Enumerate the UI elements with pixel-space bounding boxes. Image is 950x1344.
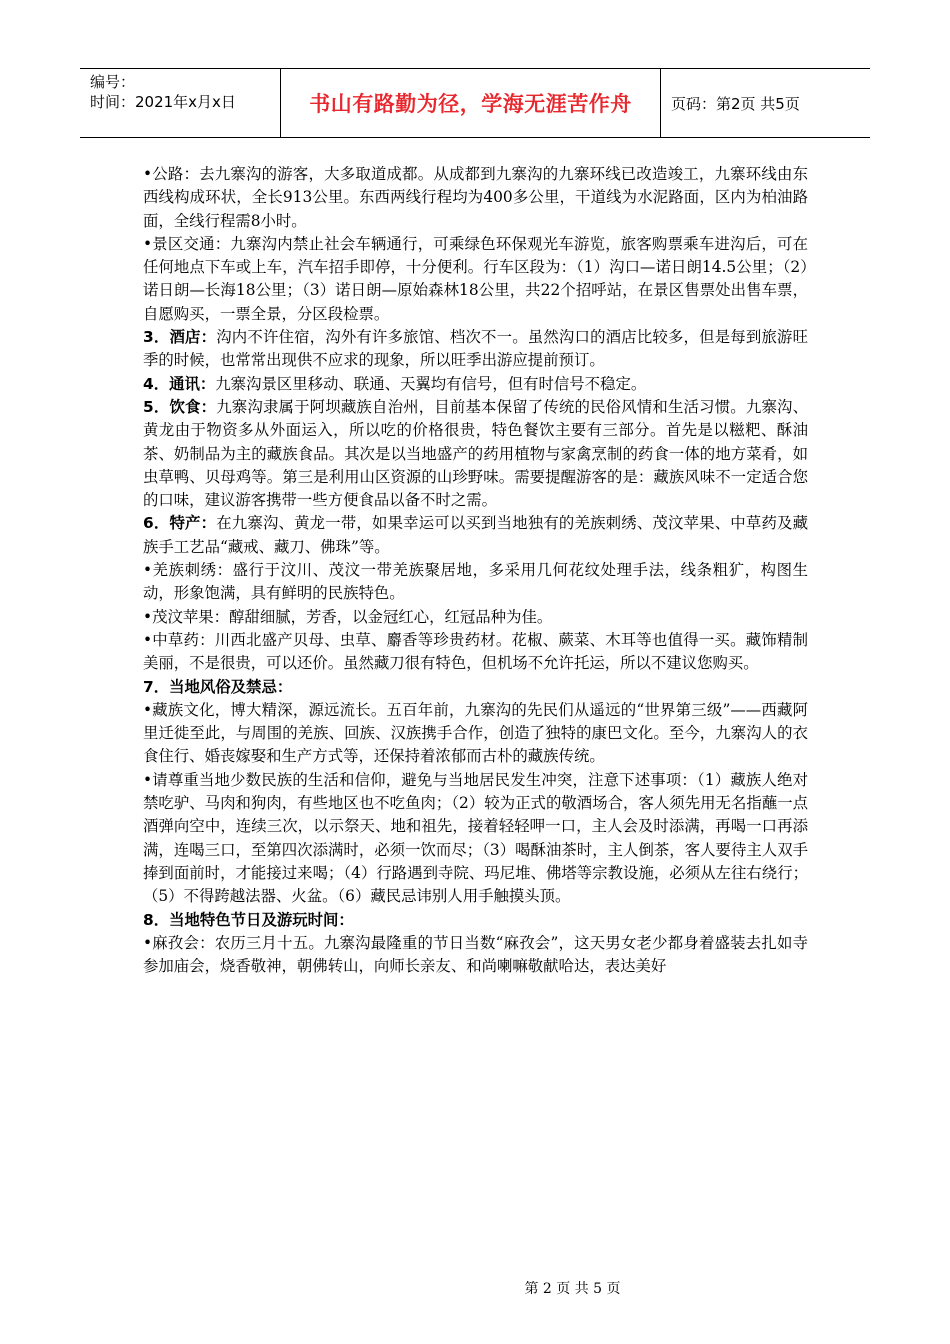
paragraph bbox=[143, 676, 808, 699]
header-motto-cell bbox=[281, 69, 661, 137]
section-heading: 5．饮食： bbox=[143, 397, 217, 416]
header-motto: 书山有路勤为径，学海无涯苦作舟 bbox=[309, 92, 632, 116]
paragraph: •藏族文化，博大精深，源远流长。五百年前，九寨沟的先民们从遥远的“世界第三级”——西藏阿里迁徙至此，与周围的羌族、回族、汉族携手合作，创造了独特的康巴文化。至今，九寨沟人的衣食住行、婚丧嫁娶和生产方式等，还保持着浓郁而古朴的藏族传统。 bbox=[143, 700, 808, 766]
page-header bbox=[80, 68, 870, 138]
footer-page-number: 第 2 页 共 5 页 bbox=[524, 1281, 621, 1297]
paragraph: 3．酒店：沟内不许住宿，沟外有许多旅馆、档次不一。虽然沟口的酒店比较多，但是每到旅游旺季的时候，也常常出现供不应求的现象，所以旺季出游应提前预订。 bbox=[143, 328, 808, 370]
document-body bbox=[143, 163, 808, 978]
number-label: 编号： bbox=[90, 73, 136, 91]
header-page-info: 页码：第2页 共5页 bbox=[671, 94, 800, 113]
paragraph: •景区交通：九寨沟内禁止社会车辆通行，可乘绿色环保观光车游览，旅客购票乘车进沟后，可在任何地点下车或上车，汽车招手即停，十分便利。行车区段为：（1）沟口—诺日朗14.5公里；（2）诺日朗—长海18公里；（3）诺日朗—原始森林18公里，共22个招呼站，在景区售票处出售车票，自愿购买，一票全景，分区段检票。 bbox=[143, 234, 808, 323]
paragraph: 6．特产：在九寨沟、黄龙一带，如果幸运可以买到当地独有的羌族刺绣、茂汶苹果、中草药及藏族手工艺品“藏戒、藏刀、佛珠”等。 bbox=[143, 514, 808, 556]
paragraph: 4．通讯：九寨沟景区里移动、联通、天翼均有信号，但有时信号不稳定。 bbox=[143, 374, 647, 393]
paragraph: •公路：去九寨沟的游客，大多取道成都。从成都到九寨沟的九寨环线已改造竣工，九寨环线由东西线构成环状，全长913公里。东西两线行程均为400多公里，干道线为水泥路面，区内为柏油路面，全线行程需8小时。 bbox=[143, 165, 808, 230]
section-heading: 6．特产： bbox=[143, 514, 217, 533]
section-heading: 7．当地风俗及禁忌： bbox=[143, 677, 293, 696]
date-label: 时间：2021年x月x日 bbox=[90, 93, 236, 111]
paragraph: 5．饮食：九寨沟隶属于阿坝藏族自治州，目前基本保留了传统的民俗风情和生活习惯。九寨沟、黄龙由于物资多从外面运入，所以吃的价格很贵，特色餐饮主要有三部分。首先是以糍粑、酥油茶、奶制品为主的藏族食品。其次是以当地盛产的药用植物与家禽烹制的药食一体的地方菜肴，如虫草鸭、贝母鸡等。第三是利用山区资源的山珍野味。需要提醒游客的是：藏族风味不一定适合您的口味，建议游客携带一些方便食品以备不时之需。 bbox=[143, 397, 808, 510]
paragraph: •中草药：川西北盛产贝母、虫草、麝香等珍贵药材。花椒、蕨菜、木耳等也值得一买。藏饰精制美丽，不是很贵，可以还价。虽然藏刀很有特色，但机场不允许托运，所以不建议您购买。 bbox=[143, 630, 808, 673]
section-heading: 4．通讯： bbox=[143, 374, 216, 393]
paragraph: •羌族刺绣：盛行于汶川、茂汶一带羌族聚居地，多采用几何花纹处理手法，线条粗犷，构图生动，形象饱满，具有鲜明的民族特色。 bbox=[143, 561, 808, 603]
paragraph: •麻孜会：农历三月十五。九寨沟最隆重的节日当数“麻孜会”，这天男女老少都身着盛装去扎如寺参加庙会，烧香敬神，朝佛转山，向师长亲友、和尚喇嘛敬献哈达，表达美好 bbox=[143, 933, 808, 976]
page-footer bbox=[0, 1278, 950, 1298]
paragraph: •茂汶苹果：醇甜细腻，芳香，以金冠红心，红冠品种为佳。 bbox=[143, 607, 553, 626]
header-meta bbox=[80, 69, 281, 137]
paragraph bbox=[143, 909, 808, 932]
section-heading: 8．当地特色节日及游玩时间： bbox=[143, 910, 354, 929]
paragraph: •请尊重当地少数民族的生活和信仰，避免与当地居民发生冲突，注意下述事项：（1）藏族人绝对禁吃驴、马肉和狗肉，有些地区也不吃鱼肉；（2）较为正式的敬酒场合，客人须先用无名指蘸一点酒弹向空中，连续三次，以示祭天、地和祖先，接着轻轻呷一口，主人会及时添满，再喝一口再添满，连喝三口，至第四次添满时，必须一饮而尽；（3）喝酥油茶时，主人倒茶，客人要待主人双手捧到面前时，才能接过来喝；（4）行路遇到寺院、玛尼堆、佛塔等宗教设施，必须从左往右绕行；（5）不得跨越法器、火盆。（6）藏民忌讳别人用手触摸头顶。 bbox=[143, 770, 808, 906]
section-heading: 3．酒店： bbox=[143, 328, 217, 347]
